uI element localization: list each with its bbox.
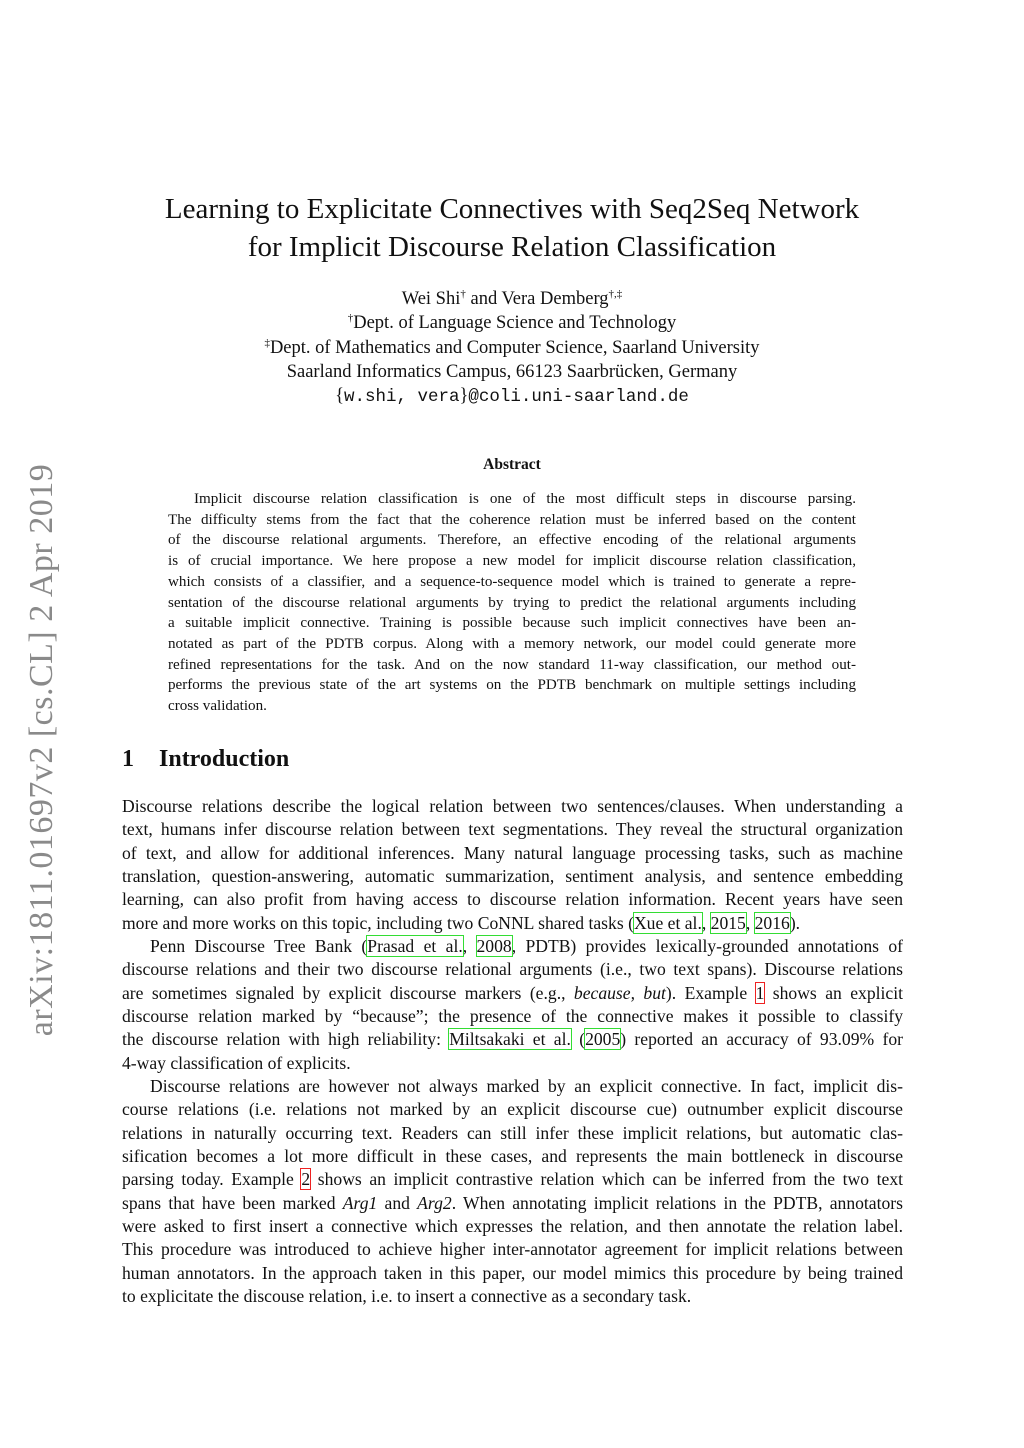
affiliation-2 xyxy=(0,336,1024,360)
abstract-line: a suitable implicit connective. Training is possible because such implicit connectives have been an- xyxy=(168,615,856,632)
italic-run: because, but xyxy=(573,982,666,1003)
paragraph-line: translation, question-answering, automatic summarization, sentiment analysis, and sentence embedding xyxy=(122,866,903,887)
paragraph-line: discourse relations and their two discourse relational arguments (i.e., two text spans). Discourse relations xyxy=(122,959,903,980)
paragraph-line: of text, and allow for additional inferences. Many natural language processing tasks, such as machine xyxy=(122,842,903,863)
email-brace-open: { xyxy=(335,386,344,407)
text-run: ). xyxy=(789,912,801,933)
citation-prasad[interactable]: Prasad et al. xyxy=(367,936,463,956)
citation-xue[interactable]: Xue et al. xyxy=(633,912,702,933)
paragraph-line: learning, can also profit from having access to discourse relation information. Recent years have seen xyxy=(122,889,903,910)
paragraph-line xyxy=(122,912,903,935)
italic-run: Arg1 xyxy=(342,1192,378,1213)
text-run: are sometimes signaled by explicit discourse markers (e.g., xyxy=(122,982,574,1003)
paragraph-line: human annotators. In the approach taken in this paper, our model mimics this procedure by being trained xyxy=(122,1262,903,1283)
email-domain: @coli.uni-saarland.de xyxy=(468,387,689,408)
author-1: Wei Shi xyxy=(401,289,461,309)
author-conjunction: and xyxy=(465,289,502,309)
abstract-line: The difficulty stems from the fact that the coherence relation must be inferred based on the content xyxy=(168,511,856,528)
email-names: w.shi, vera xyxy=(343,387,460,408)
affiliation-1 xyxy=(0,311,1024,335)
citation-2016[interactable]: 2016 xyxy=(754,912,790,933)
arxiv-stamp: arXiv:1811.01697v2 [cs.CL] 2 Apr 2019 xyxy=(23,463,60,1037)
abstract-line: which consists of a classifier, and a sequence-to-sequence model which is trained to generate a repre- xyxy=(168,573,856,590)
abstract-line: notated as part of the PDTB corpus. Along with a memory network, our model could generate more xyxy=(168,635,856,652)
citation-2005[interactable]: 2005 xyxy=(585,1029,621,1050)
example-ref-1[interactable]: 1 xyxy=(755,982,765,1003)
paragraph-line xyxy=(122,1168,903,1191)
paper-title xyxy=(0,190,1024,266)
citation-2015[interactable]: 2015 xyxy=(710,912,746,933)
affiliation-1-text: Dept. of Language Science and Technology xyxy=(353,313,677,334)
abstract-line: sentation of the discourse relational arguments by trying to predict the relational arguments including xyxy=(168,594,856,611)
paragraph-line: course relations (i.e. relations not marked by an explicit discourse cue) outnumber explicit discourse xyxy=(122,1099,903,1120)
author-1-mark: † xyxy=(460,288,466,300)
email[interactable] xyxy=(0,384,1024,409)
email-brace-close: } xyxy=(459,386,469,407)
affiliation-1-mark: † xyxy=(347,312,354,325)
text-run: shows an implicit contrastive relation which can be inferred from the two text xyxy=(310,1169,904,1190)
citation-2008[interactable]: 2008 xyxy=(476,936,512,956)
paragraph-line xyxy=(122,935,903,958)
author-block xyxy=(0,287,1024,409)
paragraph-line xyxy=(122,1192,903,1215)
title-line-2: for Implicit Discourse Relation Classification xyxy=(247,231,777,263)
author-2: Vera Demberg xyxy=(501,289,609,309)
author-names xyxy=(0,287,1024,311)
abstract-line: is of crucial importance. We here propose a new model for implicit discourse relation classification, xyxy=(168,553,856,570)
paragraph-line: sification becomes a lot more difficult in these cases, and represents the main bottleneck in discourse xyxy=(122,1146,903,1167)
paragraph-line: relations in naturally occurring text. Readers can still infer these implicit relations, but automatic clas- xyxy=(122,1122,903,1143)
text-run: more and more works on this topic, including two CoNNL shared tasks ( xyxy=(122,912,634,933)
paragraph-line: to explicitate the discouse relation, i.e. to insert a connective as a secondary task. xyxy=(122,1286,692,1307)
italic-run: Arg2 xyxy=(417,1192,452,1213)
text-run: spans that have been marked xyxy=(122,1192,343,1213)
abstract-body xyxy=(168,489,856,717)
text-run: shows an explicit xyxy=(764,982,904,1003)
paragraph-line: Discourse relations describe the logical relation between two sentences/clauses. When understanding a xyxy=(122,796,903,816)
affiliation-2-text: Dept. of Mathematics and Computer Science, Saarland University xyxy=(269,337,760,358)
text-run: ( xyxy=(570,1029,586,1050)
text-run: Penn Discourse Tree Bank ( xyxy=(150,936,368,956)
affiliation-2-mark: ‡ xyxy=(264,336,270,349)
address: Saarland Informatics Campus, 66123 Saarbrücken, Germany xyxy=(286,361,738,382)
author-2-marks: †,‡ xyxy=(608,288,623,300)
abstract-heading: Abstract xyxy=(483,456,541,473)
paragraph-line: 4-way classification of explicits. xyxy=(122,1052,351,1073)
section-title: Introduction xyxy=(159,746,290,772)
section-number: 1 xyxy=(122,746,134,772)
paragraph-line: This procedure was introduced to achieve higher inter-annotator agreement for implicit relations between xyxy=(122,1239,903,1260)
abstract-line: performs the previous state of the art systems on the PDTB benchmark on multiple settings including xyxy=(168,677,856,694)
example-ref-2[interactable]: 2 xyxy=(301,1169,311,1190)
paragraph-line: text, humans infer discourse relation between text segmentations. They reveal the structural organization xyxy=(122,819,903,840)
text-run: . When annotating implicit relations in the PDTB, annotators xyxy=(451,1192,903,1213)
text-run: , xyxy=(701,912,711,933)
text-run: , xyxy=(462,936,477,956)
intro-paragraph-1 xyxy=(122,795,903,935)
intro-paragraph-2 xyxy=(122,935,903,1075)
intro-paragraph-3 xyxy=(122,1075,903,1308)
text-run: , xyxy=(745,912,755,933)
text-run: ). Example xyxy=(665,982,756,1003)
section-heading-introduction xyxy=(122,746,289,773)
text-run: and xyxy=(377,1192,418,1213)
citation-miltsakaki[interactable]: Miltsakaki et al. xyxy=(449,1029,571,1050)
text-run: , PDTB) provides lexically-grounded annotations of xyxy=(511,936,903,956)
paragraph-line xyxy=(122,1028,903,1051)
abstract-line: cross validation. xyxy=(168,698,267,715)
paragraph-line xyxy=(122,982,903,1005)
text-run: parsing today. Example xyxy=(122,1169,302,1190)
abstract-line: Implicit discourse relation classification is one of the most difficult steps in discourse parsing. xyxy=(194,491,856,507)
text-run: ) reported an accuracy of 93.09% for xyxy=(620,1029,903,1050)
abstract-line: of the discourse relational arguments. Therefore, an effective encoding of the relational arguments xyxy=(168,532,856,549)
abstract-line: refined representations for the task. And on the now standard 11-way classification, our method out- xyxy=(168,656,856,673)
paragraph-line: discourse relation marked by “because”; the presence of the connective makes it possible to classify xyxy=(122,1006,903,1027)
paragraph-line: Discourse relations are however not always marked by an explicit connective. In fact, implicit dis- xyxy=(150,1076,903,1096)
text-run: the discourse relation with high reliability: xyxy=(122,1029,450,1050)
title-line-1: Learning to Explicitate Connectives with Seq2Seq Network xyxy=(164,193,860,225)
paragraph-line: were asked to first insert a connective which expresses the relation, and then annotate the relation label. xyxy=(122,1216,903,1237)
